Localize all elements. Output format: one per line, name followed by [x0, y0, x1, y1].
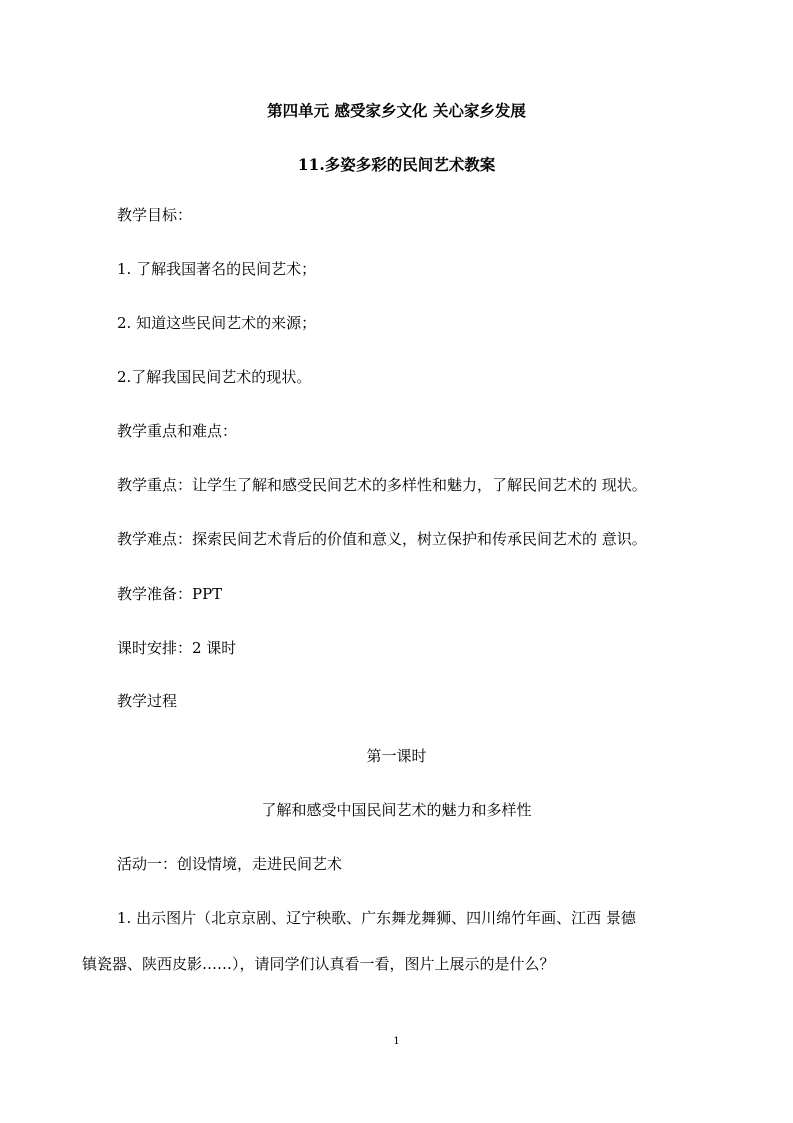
session-subtitle: 了解和感受中国民间艺术的魅力和多样性	[261, 801, 532, 819]
preparation-text: 教学准备：PPT	[117, 585, 223, 603]
objectives-heading: 教学目标：	[117, 206, 193, 224]
session-title: 第一课时	[366, 747, 427, 765]
activity-heading: 活动一：创设情境，走进民间艺术	[117, 855, 343, 873]
key-point-text: 教学重点：让学生了解和感受民间艺术的多样性和魅力，了解民间艺术的 现状。	[117, 476, 647, 494]
page-number: 1	[393, 1036, 400, 1047]
schedule-text: 课时安排：2 课时	[117, 639, 237, 657]
lesson-title: 11.多姿多彩的民间艺术教案	[297, 155, 496, 174]
difficult-point-text: 教学难点：探索民间艺术背后的价值和意义，树立保护和传承民间艺术的 意识。	[117, 530, 647, 548]
activity-paragraph-line-1: 1. 出示图片（北京京剧、辽宁秧歌、广东舞龙舞狮、四川绵竹年画、江西 景德	[117, 909, 636, 927]
key-points-heading: 教学重点和难点：	[117, 422, 238, 440]
objective-item-2: 2. 知道这些民间艺术的来源；	[117, 314, 317, 332]
objective-item-3: 2.了解我国民间艺术的现状。	[117, 368, 312, 386]
objective-item-1: 1. 了解我国著名的民间艺术；	[117, 260, 317, 278]
activity-paragraph-line-2: 镇瓷器、陕西皮影……），请同学们认真看一看，图片上展示的是什么？	[82, 955, 555, 973]
process-heading: 教学过程	[117, 692, 178, 710]
unit-title: 第四单元 感受家乡文化 关心家乡发展	[267, 101, 526, 120]
